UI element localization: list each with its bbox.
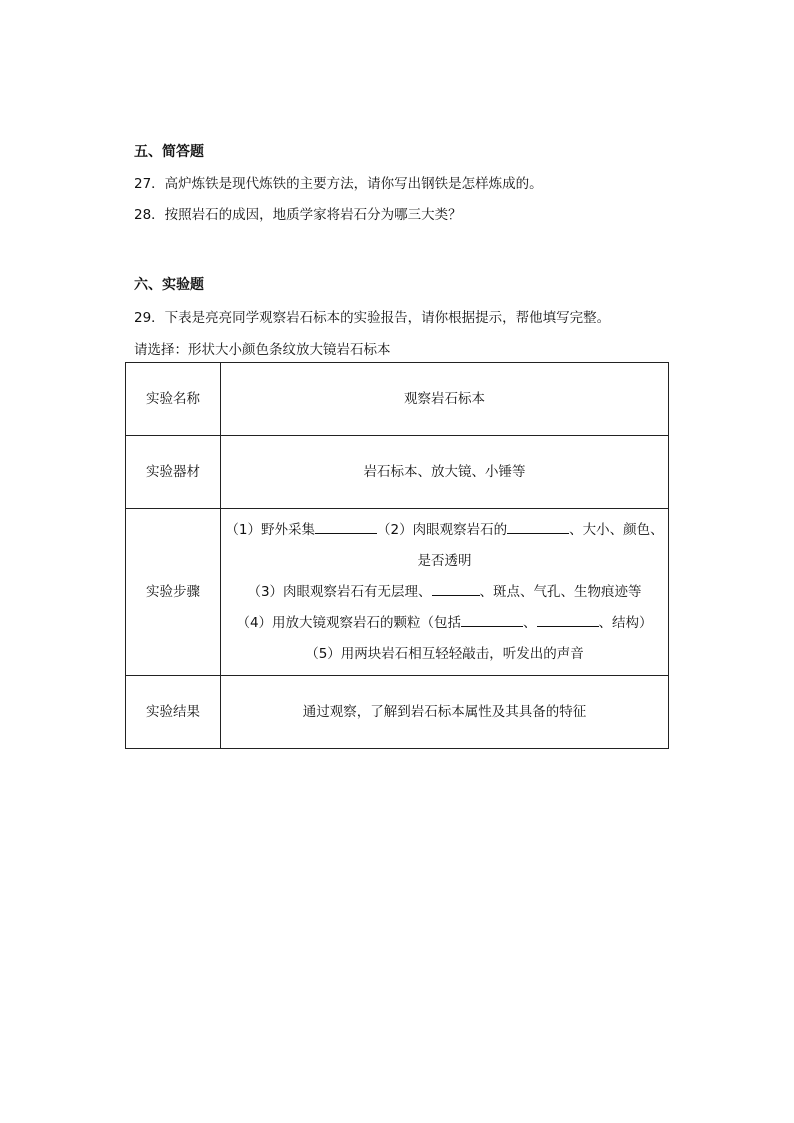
row-label-steps: 实验步骤 xyxy=(126,509,221,676)
blank-field[interactable] xyxy=(315,517,377,534)
table-row xyxy=(126,676,669,749)
row-content-materials: 岩石标本、放大镜、小锤等 xyxy=(221,436,669,509)
section-title-experiment: 六、实验题 xyxy=(134,277,204,293)
experiment-report-table xyxy=(125,362,669,749)
section-title-short-answer: 五、简答题 xyxy=(134,144,204,160)
row-label-name: 实验名称 xyxy=(126,363,221,436)
row-content-name: 观察岩石标本 xyxy=(221,363,669,436)
blank-field[interactable] xyxy=(461,610,523,627)
step-4 xyxy=(221,608,668,639)
step-3 xyxy=(221,577,668,608)
step-1-2 xyxy=(221,515,668,577)
step-3-text-a: （3）肉眼观察岩石有无层理、 xyxy=(247,583,432,600)
question-28: 28．按照岩石的成因，地质学家将岩石分为哪三大类？ xyxy=(134,207,462,223)
blank-field[interactable] xyxy=(537,610,599,627)
step-3-text-b: 、斑点、气孔、生物痕迹等 xyxy=(479,583,642,600)
question-29: 29．下表是亮亮同学观察岩石标本的实验报告，请你根据提示，帮他填写完整。 xyxy=(134,310,611,326)
choices-hint: 请选择：形状大小颜色条纹放大镜岩石标本 xyxy=(134,342,391,358)
step-2-text-b: 、大小、颜色、是否透明 xyxy=(417,521,664,569)
step-4-text-a: （4）用放大镜观察岩石的颗粒（包括 xyxy=(236,614,462,631)
step-2-text-a: （2）肉眼观察岩石的 xyxy=(377,521,508,538)
row-label-materials: 实验器材 xyxy=(126,436,221,509)
row-label-result: 实验结果 xyxy=(126,676,221,749)
table-row xyxy=(126,509,669,676)
table-row xyxy=(126,436,669,509)
table-row xyxy=(126,363,669,436)
step-4-text-b: 、 xyxy=(523,614,537,631)
blank-field[interactable] xyxy=(432,579,480,596)
question-27: 27．高炉炼铁是现代炼铁的主要方法，请你写出钢铁是怎样炼成的。 xyxy=(134,176,543,192)
step-4-text-c: 、结构） xyxy=(598,614,653,631)
step-5: （5）用两块岩石相互轻轻敲击，听发出的声音 xyxy=(305,645,584,662)
row-content-steps xyxy=(221,509,669,676)
step-1-text: （1）野外采集 xyxy=(225,521,315,538)
row-content-result: 通过观察，了解到岩石标本属性及其具备的特征 xyxy=(221,676,669,749)
blank-field[interactable] xyxy=(507,517,569,534)
